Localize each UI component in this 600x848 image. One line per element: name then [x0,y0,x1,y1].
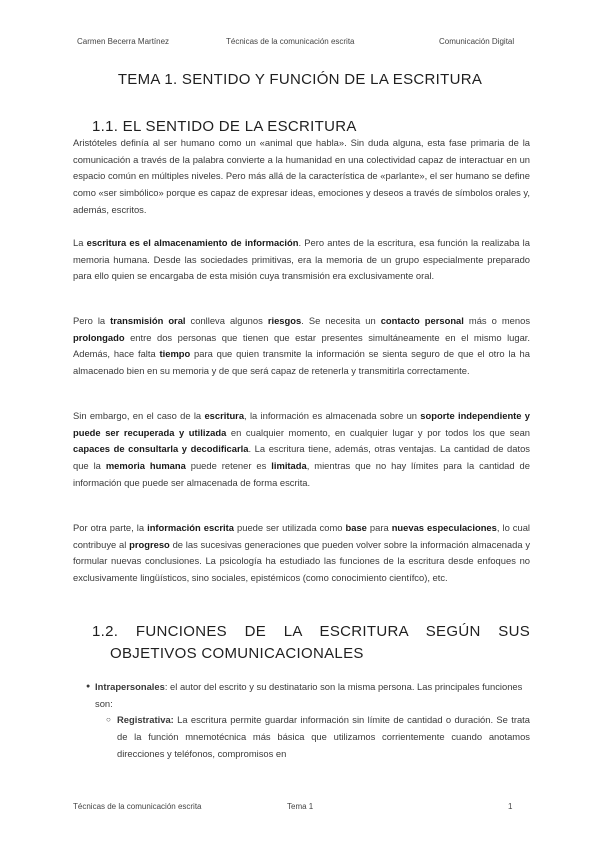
section-heading-1-2 [92,621,530,665]
paragraph-1: Aristóteles definía al ser humano como un «animal que habla». Sin duda alguna, esta fase primaria de la comunicación a través de la palabra convierte a la humanidad en una colectividad capaz de interactuar en un espacio común en múltiples niveles. Pero más allá de la característica de «parlante», el ser humano se define como «ser simbólico» porque es capaz de expresar ideas, emociones y deseos a través de símbolos orales y, además, escritos. [73,137,530,215]
footer-subject: Técnicas de la comunicación escrita [73,802,202,811]
header-subject: Técnicas de la comunicación escrita [226,37,355,46]
sub-list [95,712,530,762]
document-title: TEMA 1. SENTIDO Y FUNCIÓN DE LA ESCRITURA [117,71,483,88]
paragraph-5: Por otra parte, la información escrita puede ser utilizada como base para nuevas especulaciones, lo cual contribuye al progreso de las sucesivas generaciones que pueden volver sobre la información almacenada y formular nuevas conclusiones. La psicología ha estudiado las funciones de la escritura desde enfoques no exclusivamente lingüísticos, sino sociales, epistémicos (como conocimiento científco), etc. [73,522,531,584]
page-number: 1 [508,802,513,811]
list-item: ○ Registrativa: La escritura permite guardar información sin límite de cantidad o duración. Se trata de la función mnemotécnica más básica que utilizamos corrientemente cuando anotamos direcciones y teléfonos, compromisos en [95,712,530,762]
functions-list [73,679,530,763]
paragraph-4: Sin embargo, en el caso de la escritura, la información es almacenada sobre un soporte independiente y puede ser recuperada y utilizada en cualquier momento, en cualquier lugar y por todos los que sean capaces de consultarla y decodificarla. La escritura tiene, además, otras ventajas. La cantidad de datos que la memoria humana puede retener es limitada, mientras que no hay límites para la cantidad de información que puede ser almacenada de forma escrita. [73,410,531,488]
section-heading-1-1: 1.1. EL SENTIDO DE LA ESCRITURA [92,118,357,135]
section-heading-1-2-line1: 1.2. FUNCIONES DE LA ESCRITURA SEGÚN SUS [92,623,530,640]
list-item: ● Intrapersonales: el autor del escrito y su destinatario son la misma persona. Las principales funciones son: ○ Registrativa: La escritura permite guardar información sin límite de cantidad o duración. Se trata de la función mnemotécnica más básica que utilizamos corrientemente cuando anotamos direcciones y teléfonos, compromisos en [73,679,530,763]
footer-topic: Tema 1 [287,802,314,811]
paragraph-3: Pero la transmisión oral conlleva algunos riesgos. Se necesita un contacto personal más o menos prolongado entre dos personas que tienen que estar presentes simultáneamente en el mismo lugar. Además, hace falta tiempo para que quien transmite la información se sienta seguro de que el otro la ha almacenado bien en su memoria y de que será capaz de retenerla y transmitirla correctamente. [73,315,531,377]
paragraph-2: La escritura es el almacenamiento de información. Pero antes de la escritura, esa función la realizaba la memoria humana. Desde las sociedades primitivas, era la memoria de un grupo especialmente preparado para ello quien se encargaba de esta misión cuya transmisión era exclusivamente oral. [73,237,530,282]
header-course: Comunicación Digital [439,37,515,46]
section-heading-1-2-line2: OBJETIVOS COMUNICACIONALES [110,645,364,662]
header-author: Carmen Becerra Martínez [77,37,170,46]
